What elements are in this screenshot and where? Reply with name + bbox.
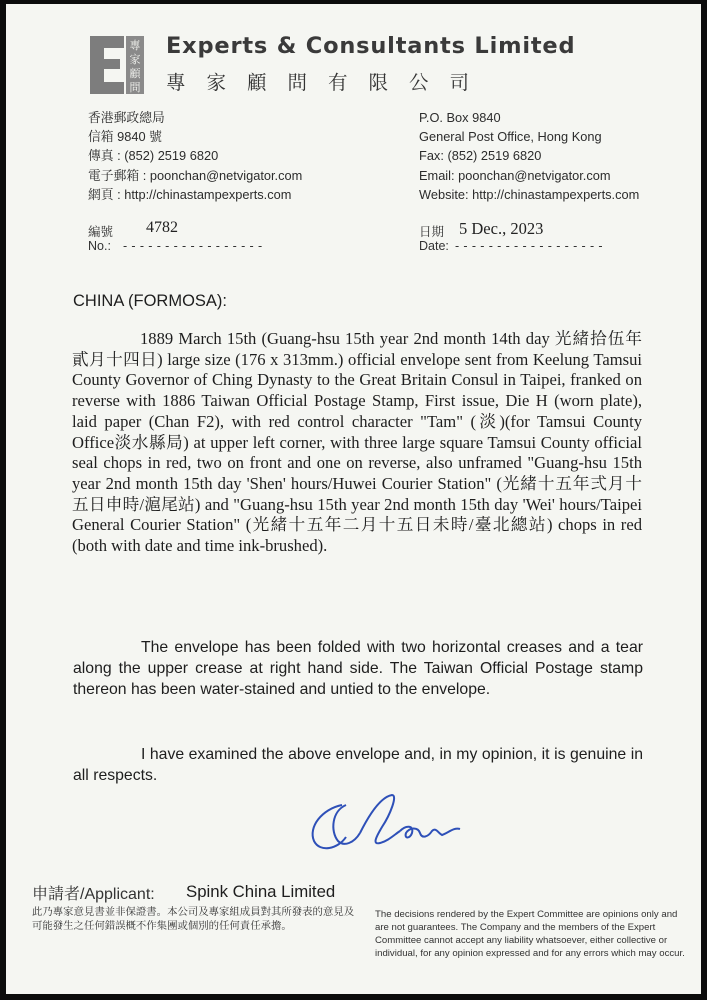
contact-zh-line: 信箱 9840 號 [88,129,162,145]
condition-paragraph: The envelope has been folded with two horizontal creases and a tear along the upper crease at right hand side. The Taiwan Official Postage stamp thereon has been water-stained and untied to the envelope. [73,639,643,699]
contact-zh-line: 傳真 : (852) 2519 6820 [88,148,219,164]
disclaimer-zh: 此乃專家意見書並非保證書。本公司及專家組成員對其所發表的意見及可能發生之任何錯誤概不作集團或個別的任何責任承擔。 [32,906,355,932]
company-name-en: Experts & Consultants Limited [166,33,576,59]
logo-char: 專 [129,39,141,52]
disclaimer-en: The decisions rendered by the Expert Committee are opinions only and are not guarantees. The Company and the members of the Expert Committee cannot accept any liability whatsoever, either collective or individual, for any opinion expressed and for any errors which may occur. [375,909,685,960]
signature [302,787,472,867]
contact-en-line: General Post Office, Hong Kong [419,129,602,145]
applicant-label: 申請者/Applicant: [32,886,155,903]
certificate-date: 5 Dec., 2023 [459,219,544,238]
contact-zh-line: 電子郵箱 : poonchan@netvigator.com [88,167,303,183]
applicant-name: Spink China Limited [186,882,336,901]
certificate-number: 4782 [146,219,178,236]
logo-char: 家 [129,53,141,66]
company-logo [88,34,146,96]
country-heading: CHINA (FORMOSA): [73,292,228,310]
number-dots: - - - - - - - - - - - - - - - - - [123,239,263,253]
date-label-en: Date: [419,239,449,253]
date-label-zh: 日期 [419,225,445,239]
contact-zh-line: 網頁 : http://chinastampexperts.com [88,186,292,202]
contact-zh-line: 香港郵政總局 [88,110,165,125]
contact-zh [88,108,302,204]
company-name-zh: 專家顧問有限公司 [166,71,491,94]
contact-en-line: Website: http://chinastampexperts.com [419,186,640,202]
signature-text: C.L.Poon [302,787,307,788]
logo-char: 顧 [129,67,141,80]
contact-en [419,108,639,204]
description-paragraph: 1889 March 15th (Guang-hsu 15th year 2nd month 14th day 光緒拾伍年貳月十四日) large size (176 x 313mm.) official envelope sent from Keelung Tamsui County Governor of Ching Dynasty to the Great Britain Consul in Taipei, franked on reverse with 1886 Taiwan Official Postage Stamp, First issue, Die H (worn plate), laid paper (Chan F2), with red control character "Tam" (淡)(for Tamsui County Office淡水縣局) at upper left corner, with three large square Tamsui County official seal chops in red, two on front and one on reverse, also unframed "Guang-hsu 15th year 2nd month 15th day 'Shen' hours/Huwei Courier Station" (光緒十五年弍月十五日申時/滬尾站) and "Guang-hsu 15th year 2nd month 15th day 'Wei' hours/Taipei General Courier Station" (光緒十五年二月十五日未時/臺北總站) chops in red (both with date and time ink-brushed). [72,329,642,556]
contact-en-line: Fax: (852) 2519 6820 [419,148,542,164]
contact-en-line: P.O. Box 9840 [419,110,501,125]
date-dots: - - - - - - - - - - - - - - - - - - [455,239,603,253]
number-label-zh: 編號 [88,225,114,239]
number-label-en: No.: [88,239,111,253]
certificate-page [6,4,701,994]
contact-en-line: Email: poonchan@netvigator.com [419,167,611,183]
logo-char: 問 [129,81,141,94]
opinion-paragraph: I have examined the above envelope and, in my opinion, it is genuine in all respects. [73,746,643,785]
